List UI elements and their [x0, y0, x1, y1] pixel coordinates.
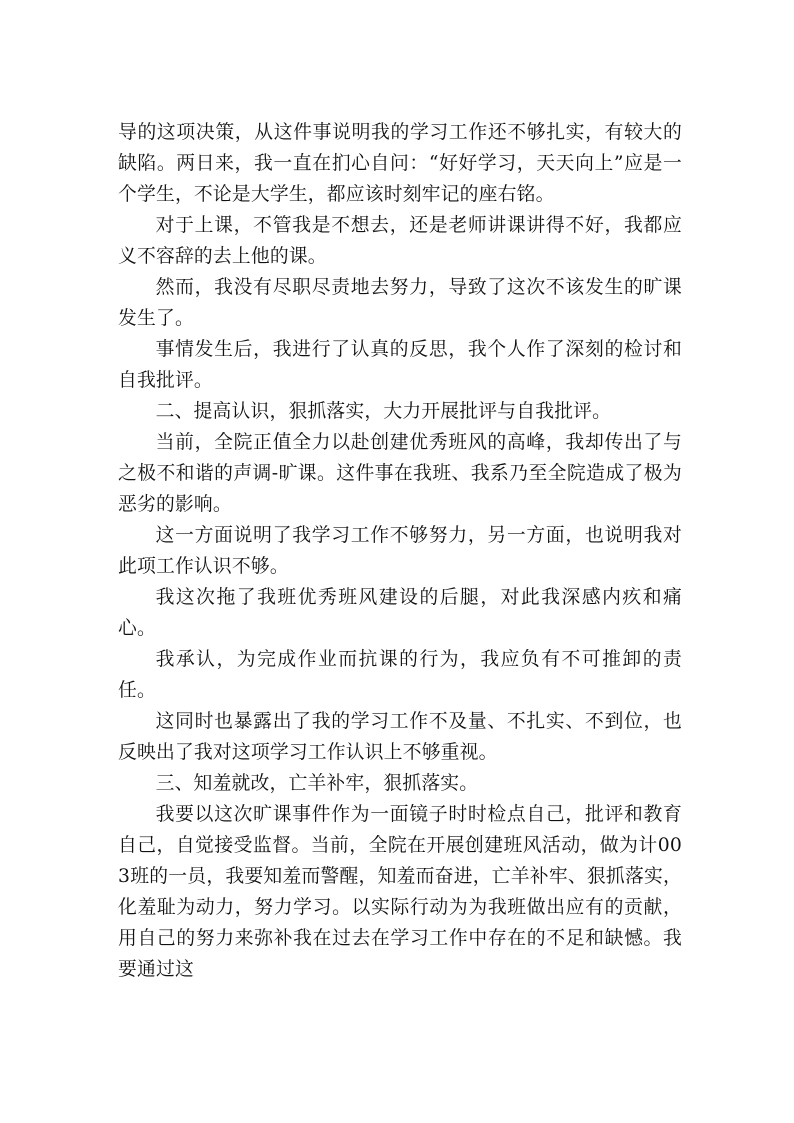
paragraph-9: 这同时也暴露出了我的学习工作不及量、不扎实、不到位，也反映出了我对这项学习工作认识上不够重视。 — [118, 711, 682, 763]
paragraph-1: 导的这项决策，从这件事说明我的学习工作还不够扎实，有较大的缺陷。两日来，我一直在扪心自问：“好好学习，天天向上”应是一个学生，不论是大学生，都应该时刻牢记的座右铭。 — [118, 122, 682, 205]
paragraph-4: 事情发生后，我进行了认真的反思，我个人作了深刻的检讨和自我批评。 — [118, 339, 682, 391]
document-page — [118, 117, 682, 985]
paragraph-2: 对于上课，不管我是不想去，还是老师讲课讲得不好，我都应义不容辞的去上他的课。 — [118, 215, 682, 267]
paragraph-8: 我承认，为完成作业而抗课的行为，我应负有不可推卸的责任。 — [118, 649, 682, 701]
paragraph-3: 然而，我没有尽职尽责地去努力，导致了这次不该发生的旷课发生了。 — [118, 277, 682, 329]
paragraph-10: 我要以这次旷课事件作为一面镜子时时检点自己，批评和教育自己，自觉接受监督。当前，全院在开展创建班风活动，做为计003班的一员，我要知羞而警醒，知羞而奋进，亡羊补牢、狠抓落实，化羞耻为动力，努力学习。以实际行动为为我班做出应有的贡献，用自己的努力来弥补我在过去在学习工作中存在的不足和缺憾。我要通过这 — [118, 804, 682, 980]
paragraph-7: 我这次拖了我班优秀班风建设的后腿，对此我深感内疚和痛心。 — [118, 587, 682, 639]
section-heading-3: 三、知羞就改，亡羊补牢，狠抓落实。 — [155, 773, 479, 794]
section-heading-2: 二、提高认识，狠抓落实，大力开展批评与自我批评。 — [155, 401, 612, 422]
paragraph-6: 这一方面说明了我学习工作不够努力，另一方面，也说明我对此项工作认识不够。 — [118, 525, 682, 577]
paragraph-5: 当前，全院正值全力以赴创建优秀班风的高峰，我却传出了与之极不和谐的声调-旷课。这件事在我班、我系乃至全院造成了极为恶劣的影响。 — [118, 432, 682, 515]
